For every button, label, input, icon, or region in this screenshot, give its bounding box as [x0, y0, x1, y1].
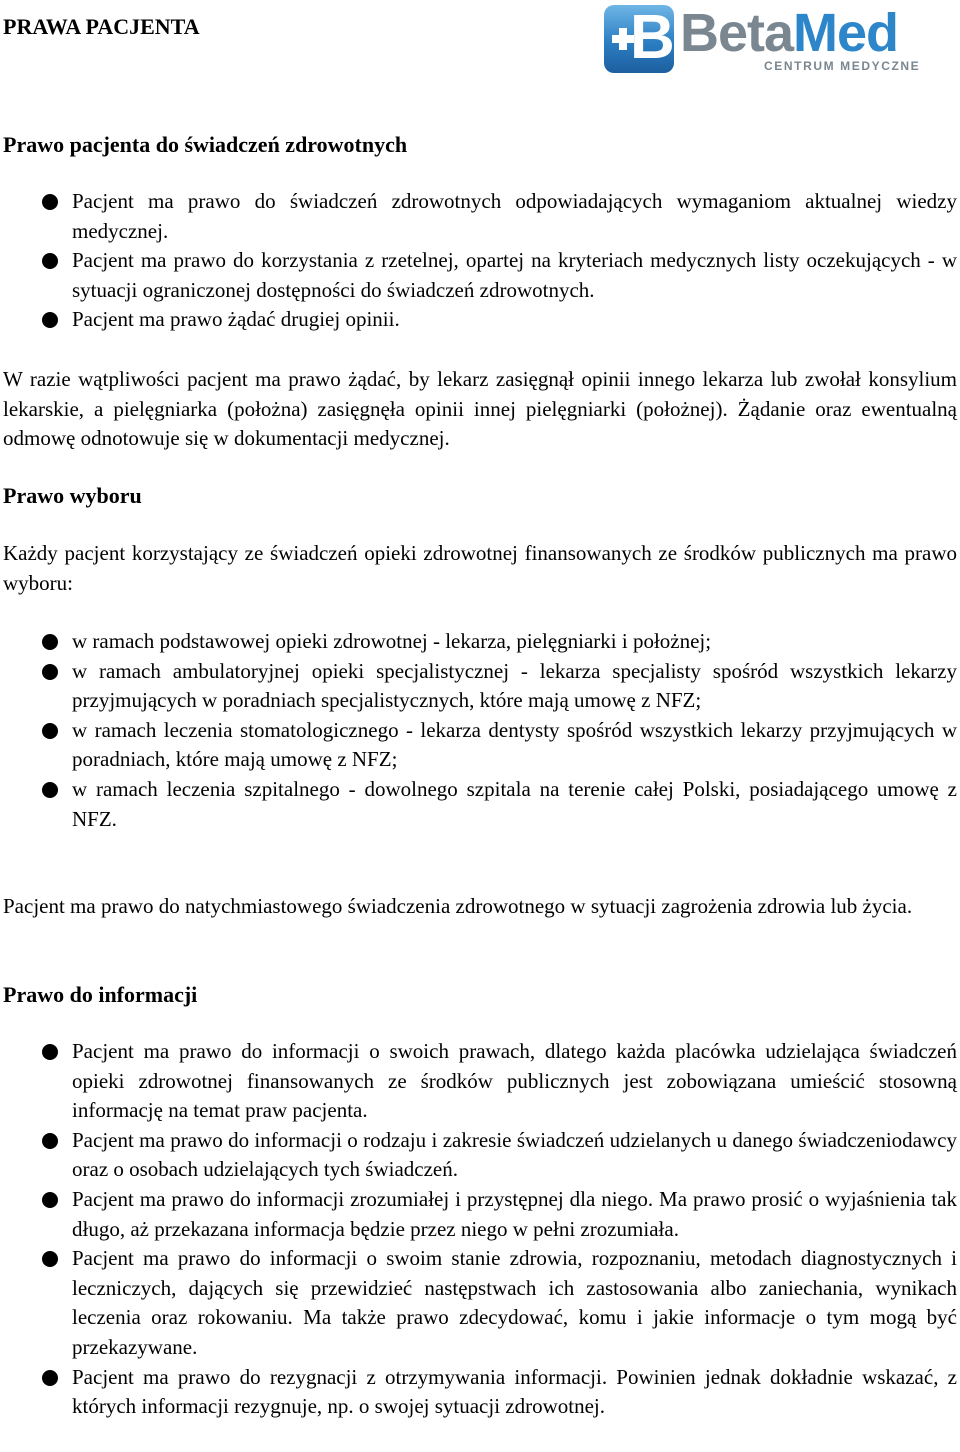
document-title: PRAWA PACJENTA: [3, 14, 200, 39]
bullet-icon: [42, 1133, 58, 1149]
list-item: w ramach ambulatoryjnej opieki specjalistycznej - lekarza specjalisty spośród wszystkich lekarzy przyjmujących w poradniach specjalistycznych, które mają umowę z NFZ;: [0, 657, 957, 716]
list-item: Pacjent ma prawo do informacji zrozumiałej i przystępnej dla niego. Ma prawo prosić o wyjaśnienia tak długo, aż przekazana informacja będzie przez niego w pełni zrozumiała.: [0, 1185, 957, 1244]
list-item: Pacjent ma prawo do informacji o rodzaju i zakresie świadczeń udzielanych u danego świadczeniodawcy oraz o osobach udzielających tych świadczeń.: [0, 1126, 957, 1185]
right-to-information-list: [0, 1037, 957, 1422]
section-heading-healthcare-rights: Prawo pacjenta do świadczeń zdrowotnych: [3, 132, 408, 157]
logo-word-beta: Beta: [680, 3, 794, 63]
bullet-icon: [42, 312, 58, 328]
list-item: Pacjent ma prawo żądać drugiej opinii.: [0, 305, 957, 335]
list-item: Pacjent ma prawo do korzystania z rzetelnej, opartej na kryteriach medycznych listy oczekujących - w sytuacji ograniczonej dostępności do świadczeń zdrowotnych.: [0, 246, 957, 305]
section-heading-right-to-information: Prawo do informacji: [3, 982, 198, 1007]
list-item: Pacjent ma prawo do informacji o swoim stanie zdrowia, rozpoznaniu, metodach diagnostycznych i leczniczych, dających się przewidzieć następstwach ich zastosowania albo zaniechania, wynikach leczenia oraz rokowaniu. Ma także prawo zdecydować, komu i jakie informacje o tym mogą być przekazywane.: [0, 1244, 957, 1362]
logo-subtitle: CENTRUM MEDYCZNE: [764, 59, 921, 73]
bullet-icon: [42, 634, 58, 650]
logo-mark-letter: B: [630, 3, 675, 72]
bullet-icon: [42, 1370, 58, 1386]
list-item: w ramach leczenia szpitalnego - dowolnego szpitala na terenie całej Polski, posiadającego umowę z NFZ.: [0, 775, 957, 834]
logo-wordmark: [680, 3, 898, 63]
bullet-icon: [42, 1192, 58, 1208]
logo-word-med: Med: [793, 3, 899, 63]
list-item: w ramach leczenia stomatologicznego - lekarza dentysty spośród wszystkich lekarzy przyjmujących w poradniach, które mają umowę z NFZ;: [0, 716, 957, 775]
list-item: Pacjent ma prawo do świadczeń zdrowotnych odpowiadających wymaganiom aktualnej wiedzy medycznej.: [0, 187, 957, 246]
bullet-icon: [42, 1044, 58, 1060]
bullet-icon: [42, 664, 58, 680]
bullet-icon: [42, 253, 58, 269]
right-of-choice-list: [0, 627, 957, 834]
betamed-logo: [604, 3, 952, 77]
healthcare-rights-list: [0, 187, 957, 335]
list-item: Pacjent ma prawo do rezygnacji z otrzymywania informacji. Powinien jednak dokładnie wskazać, z których informacji rezygnuje, np. o swojej sytuacji zdrowotnej.: [0, 1363, 957, 1422]
bullet-icon: [42, 723, 58, 739]
bullet-icon: [42, 194, 58, 210]
bullet-icon: [42, 1251, 58, 1267]
second-opinion-paragraph: W razie wątpliwości pacjent ma prawo żądać, by lekarz zasięgnął opinii innego lekarza lub zwołał konsylium lekarskie, a pielęgniarka (położna) zasięgnęła opinii innej pielęgniarki (położnej). Żądanie oraz ewentualną odmowę odnotowuje się w dokumentacji medycznej.: [3, 367, 957, 451]
list-item: w ramach podstawowej opieki zdrowotnej - lekarza, pielęgniarki i położnej;: [0, 627, 957, 657]
list-item: Pacjent ma prawo do informacji o swoich prawach, dlatego każda placówka udzielająca świadczeń opieki zdrowotnej finansowanych ze środków publicznych jest zobowiązana umieścić stosowną informację na temat praw pacjenta.: [0, 1037, 957, 1126]
bullet-icon: [42, 782, 58, 798]
betamed-logo-mark-icon: [604, 5, 674, 73]
section-heading-right-of-choice: Prawo wyboru: [3, 483, 142, 508]
emergency-care-paragraph: Pacjent ma prawo do natychmiastowego świadczenia zdrowotnego w sytuacji zagrożenia zdrowia lub życia.: [3, 894, 913, 918]
right-of-choice-intro: Każdy pacjent korzystający ze świadczeń opieki zdrowotnej finansowanych ze środków publicznych ma prawo wyboru:: [3, 541, 957, 595]
